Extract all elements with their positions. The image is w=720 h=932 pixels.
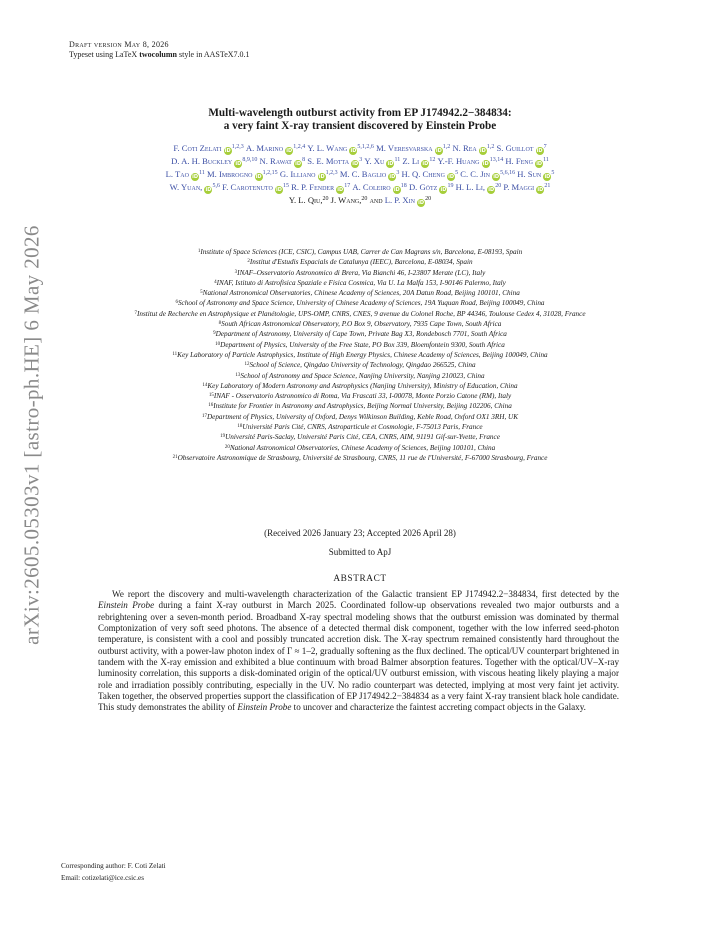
affiliation-entry	[58, 340, 662, 350]
author-name-text: S. Guillot	[496, 143, 534, 153]
affiliation-number: 12	[244, 362, 250, 368]
author-name: J. Wang,	[330, 195, 362, 205]
affiliation-entry	[58, 319, 662, 329]
orcid-icon[interactable]: iD	[393, 187, 400, 193]
author-name[interactable]	[452, 143, 494, 153]
affiliation-entry	[58, 401, 662, 411]
affiliation-marker: 20	[495, 183, 502, 189]
affiliation-text: South African Astronomical Observatory, P.O Box 9, Observatory, 7935 Cape Town, South Africa	[221, 320, 502, 329]
orcid-icon[interactable]: iD	[192, 174, 199, 180]
arxiv-id: arXiv:2605.05303v1 [astro-ph.HE] 6 May 2026	[19, 225, 44, 645]
author-name-text: H. Feng	[505, 156, 533, 166]
author-name[interactable]	[460, 169, 515, 179]
author-name-text: M. Imbrogno	[207, 169, 253, 179]
affiliation-marker: 5	[455, 170, 459, 176]
corresponding-author: Corresponding author: F. Coti Zelati	[61, 862, 166, 870]
paper-title: Multi-wavelength outburst activity from EP J174942.2−384834: a very faint X-ray transient discovered by Einstein Probe	[208, 107, 512, 132]
affiliation-text: Institute of Space Sciences (ICE, CSIC), Campus UAB, Carrer de Can Magrans s/n, Barcelona, E-08193, Spain	[200, 248, 523, 256]
page-header	[69, 40, 250, 60]
affiliation-number: 4	[214, 279, 217, 285]
author-name-text: A. Marino	[245, 143, 284, 153]
affiliation-marker: 13,14	[489, 157, 504, 163]
affiliation-text: National Astronomical Observatories, Chinese Academy of Sciences, Beijing 100101, China	[229, 443, 496, 452]
affiliation-text: Institut de Recherche en Astrophysique et Planétologie, UPS-OMP, CNRS, CNES, 9 avenue du Colonel Roche, BP 44346, Toulouse Cedex 4, 31028, France	[136, 309, 586, 318]
affiliation-number: 5	[200, 290, 203, 296]
author-name-text: M. C. Baglio	[339, 169, 387, 179]
orcid-icon[interactable]: iD	[318, 174, 325, 180]
orcid-icon[interactable]: iD	[387, 161, 394, 167]
author-name[interactable]	[409, 182, 454, 192]
author-name-text: C. C. Jin	[460, 169, 490, 179]
author-name[interactable]	[503, 182, 550, 192]
affiliation-entry	[58, 247, 662, 257]
author-name-text: D. Götz	[408, 182, 438, 192]
affiliation-number: 7	[134, 310, 137, 316]
orcid-icon[interactable]: iD	[418, 200, 425, 206]
affiliation-number: 6	[175, 300, 178, 306]
abstract-text: We report the discovery and multi-wavelength characterization of the Galactic transient EP J174942.2−384834, first detected by the Einstein Probe during a faint X-ray outburst in March 2025. Coordinated follow-up observations revealed two major outbursts and a rebrightening over a seven-month period. Broadband X-ray spectral modeling shows that the outburst emission was dominated by thermal Comptonization of very soft seed photons. The absence of a detected thermal disk component, together with the low inferred seed-photon temperature, is consistent with a cool and possibly truncated accretion disk. The X-ray spectrum remained consistently hard throughout the outburst activity, with a power-law photon index of Γ ≈ 1–2, gradually softening as the flux declined. The optical/UV counterpart brightened in tandem with the X-ray emission and exhibited a blue continuum with broad Balmer absorption features. Together with the optical/UV–X-ray luminosity correlation, this supports a disk-dominated origin of the optical/UV outburst emission, with viscous heating likely playing a major role and irradiation possibly contributing, especially in the UV. No radio counterpart was detected, implying at most very faint jet activity. Taken together, the observed properties support the classification of EP J174942.2−384834 as a very faint X-ray transient black hole candidate. This study demonstrates the ability of Einstein Probe to uncover and characterize the faintest accreting compact objects in the Galaxy.	[98, 589, 619, 713]
affiliation-number: 2	[247, 259, 250, 265]
author-name[interactable]	[173, 143, 243, 153]
affiliation-marker: 5,1,2,6	[357, 144, 374, 150]
author-name[interactable]	[170, 182, 220, 192]
author-name: Y. L. Qiu,	[288, 195, 323, 205]
orcid-icon[interactable]: iD	[235, 161, 242, 167]
affiliation-marker: 5	[551, 170, 555, 176]
affiliation-number: 17	[201, 413, 207, 419]
affiliation-text: Institut d'Estudis Espacials de Catalunya (IEEC), Barcelona, E-08034, Spain	[249, 258, 473, 267]
orcid-icon[interactable]: iD	[488, 187, 495, 193]
author-name[interactable]	[207, 169, 278, 179]
author-name[interactable]	[402, 156, 435, 166]
affiliation-marker: 3	[359, 157, 363, 163]
author-name[interactable]	[456, 182, 502, 192]
orcid-icon[interactable]: iD	[295, 161, 302, 167]
affiliation-number: 10	[215, 341, 221, 347]
author-name[interactable]	[307, 156, 362, 166]
orcid-icon[interactable]: iD	[350, 148, 357, 154]
author-name-text: S. E. Motta	[307, 156, 350, 166]
affiliation-entry	[58, 268, 662, 278]
author-name-text: H. Q. Cheng	[401, 169, 445, 179]
orcid-icon[interactable]: iD	[389, 174, 396, 180]
orcid-icon[interactable]: iD	[448, 174, 455, 180]
author-name-text: F. Coti Zelati	[173, 143, 222, 153]
orcid-icon[interactable]: iD	[493, 174, 500, 180]
affiliation-entry	[58, 412, 662, 422]
typeset-note: Typeset using LaTeX twocolumn style in AASTeX7.0.1	[69, 50, 250, 59]
orcid-icon[interactable]: iD	[536, 161, 543, 167]
author-name[interactable]	[260, 156, 306, 166]
affiliation-marker: 1,2	[486, 144, 495, 150]
author-name[interactable]	[517, 169, 554, 179]
author-name: L. P. Xin	[384, 195, 415, 205]
orcid-icon[interactable]: iD	[337, 187, 344, 193]
orcid-icon[interactable]: iD	[352, 161, 359, 167]
affiliation-marker: 8,9,10	[242, 157, 258, 163]
affiliation-marker: 1,2	[442, 144, 451, 150]
affiliation-marker: 5,6,16	[500, 170, 516, 176]
orcid-icon[interactable]: iD	[440, 187, 447, 193]
abstract-heading: ABSTRACT	[333, 574, 387, 584]
affiliation-entry	[58, 257, 662, 267]
author-name[interactable]	[291, 182, 350, 192]
affiliation-marker: 1,2,3	[325, 170, 338, 176]
author-email: Email: cotizelati@ice.csic.es	[61, 874, 145, 882]
author-name-text: H. Sun	[517, 169, 542, 179]
affiliation-text: Université Paris-Saclay, Université Paris Cité, CEA, CNRS, AIM, 91191 Gif-sur-Yvette, France	[225, 433, 500, 442]
affiliation-text: School of Science, Qingdao University of Technology, Qingdao 266525, China	[249, 361, 476, 370]
author-name[interactable]	[437, 156, 503, 166]
author-name-text: F. Carotenuto	[222, 182, 273, 192]
affiliation-text: INAF - Osservatorio Astronomico di Roma, Via Frascati 33, I-00078, Monte Porzio Catone (RM), Italy	[213, 392, 512, 401]
affiliation-marker: 18	[400, 183, 407, 189]
author-name: and	[369, 195, 383, 205]
affiliation-number: 16	[208, 403, 214, 409]
affiliation-marker: 11	[543, 157, 549, 163]
affiliation-marker: 19	[447, 183, 454, 189]
affiliation-number: 13	[235, 372, 241, 378]
orcid-icon[interactable]: iD	[479, 148, 486, 154]
orcid-icon[interactable]: iD	[544, 174, 551, 180]
affiliation-marker: 17	[344, 183, 351, 189]
author-name[interactable]	[171, 156, 257, 166]
author-name-text: G. Illiano	[279, 169, 316, 179]
affiliation-entry	[58, 432, 662, 442]
author-name-text: Z. Li	[402, 156, 420, 166]
affiliation-number: 9	[213, 331, 216, 337]
author-name-text: L. Tao	[165, 169, 189, 179]
author-name-text: D. A. H. Buckley	[171, 156, 233, 166]
affiliation-marker: 7	[543, 144, 547, 150]
author-name-text: N. Rawat	[259, 156, 292, 166]
affiliation-entry	[58, 350, 662, 360]
affiliation-marker: 5,6	[212, 183, 220, 189]
orcid-icon[interactable]: iD	[482, 161, 489, 167]
affiliation-entry	[58, 329, 662, 339]
affiliation-marker: 20	[322, 196, 329, 202]
affiliation-text: INAF–Osservatorio Astronomico di Brera, Via Bianchi 46, I-23807 Merate (LC), Italy	[237, 268, 486, 277]
author-name-text: M. Veresvarska	[376, 143, 433, 153]
affiliation-entry	[58, 422, 662, 432]
orcid-icon[interactable]: iD	[286, 148, 293, 154]
latex-logo: LaTeX	[115, 50, 138, 59]
affiliation-text: Université Paris Cité, CNRS, Astroparticule et Cosmologie, F-75013 Paris, France	[242, 423, 483, 432]
affiliation-text: School of Astronomy and Space Science, University of Chinese Academy of Sciences, 19A Yuquan Road, Beijing 100049, China	[177, 299, 545, 308]
affiliation-number: 3	[234, 269, 238, 275]
orcid-icon[interactable]: iD	[276, 187, 282, 193]
affiliation-marker: 3	[396, 170, 400, 176]
affiliation-number: 11	[172, 351, 178, 357]
affiliation-text: Institute for Frontier in Astronomy and Astrophysics, Beijing Normal University, Beijing 102206, China	[213, 402, 512, 411]
affiliation-entry	[58, 298, 662, 308]
affiliation-marker: 20	[425, 196, 432, 202]
affiliation-list	[58, 247, 662, 463]
affiliation-text: Key Laboratory of Modern Astronomy and Astrophysics (Nanjing University), Ministry of Education, China	[207, 381, 518, 390]
received-dates: (Received 2026 January 23; Accepted 2026 April 28)	[264, 528, 456, 538]
affiliation-number: 1	[197, 249, 201, 254]
affiliation-number: 20	[224, 444, 230, 450]
author-name-text: A. Coleiro	[352, 182, 391, 192]
affiliation-text: Observatoire Astronomique de Strasbourg, Université de Strasbourg, CNRS, 11 rue de l'Université, F-67000 Strasbourg, France	[177, 453, 548, 462]
author-name[interactable]	[352, 182, 406, 192]
affiliation-number: 21	[172, 454, 178, 460]
author-name[interactable]	[222, 182, 289, 192]
author-name-text: H. L. Li,	[455, 182, 486, 192]
author-name[interactable]	[402, 169, 459, 179]
orcid-icon[interactable]: iD	[537, 187, 544, 193]
author-name[interactable]	[505, 156, 549, 166]
author-list	[58, 142, 662, 207]
affiliation-entry	[58, 381, 662, 391]
affiliation-entry	[58, 360, 662, 370]
affiliation-entry	[58, 371, 662, 381]
author-name[interactable]	[497, 143, 547, 153]
author-name-text: P. Maggi	[503, 182, 535, 192]
author-name-text: N. Rea	[452, 143, 477, 153]
affiliation-marker: 8	[302, 157, 306, 163]
affiliation-number: 19	[220, 434, 226, 440]
author-name-text: W. Yuan,	[169, 182, 203, 192]
author-name-text: Y. Xu	[364, 156, 385, 166]
affiliation-text: Department of Physics, University of the Free State, PO Box 339, Bloemfontein 9300, South Africa	[220, 340, 505, 349]
affiliation-marker: 12	[429, 157, 436, 163]
author-name-text: Y. L. Wang	[307, 143, 348, 153]
author-name[interactable]	[376, 143, 450, 153]
affiliation-marker: 1,2,15	[262, 170, 278, 176]
orcid-icon[interactable]: iD	[435, 148, 442, 154]
author-name[interactable]	[307, 143, 374, 153]
author-name[interactable]	[364, 156, 400, 166]
affiliation-marker: 20	[361, 196, 368, 202]
affiliation-text: Department of Physics, University of Oxford, Denys Wilkinson Building, Keble Road, Oxford OX1 3RH, UK	[206, 412, 519, 421]
footnote	[61, 860, 166, 884]
affiliation-entry	[58, 309, 662, 319]
affiliation-text: School of Astronomy and Space Science, Nanjing University, Nanjing 210023, China	[240, 371, 485, 380]
affiliation-entry	[58, 391, 662, 401]
affiliation-number: 8	[218, 321, 222, 327]
affiliation-text: National Astronomical Observatories, Chinese Academy of Sciences, 20A Datun Road, Beijing 100101, China	[202, 289, 520, 298]
affiliation-number: 14	[202, 382, 208, 388]
affiliation-marker: 21	[544, 183, 551, 189]
affiliation-text: INAF, Istituto di Astrofisica Spaziale e Fisica Cosmica, Via U. La Malfa 153, I-90146 Palermo, Italy	[216, 278, 506, 287]
affiliation-entry	[58, 443, 662, 453]
affiliation-entry	[58, 278, 662, 288]
orcid-icon[interactable]: iD	[255, 174, 262, 180]
affiliation-marker: 11	[199, 170, 205, 176]
affiliation-text: Department of Astronomy, University of Cape Town, Private Bag X3, Rondebosch 7701, South Africa	[215, 330, 507, 339]
affiliation-number: 15	[208, 393, 214, 399]
affiliation-marker: 1,2,3	[231, 144, 244, 150]
affiliation-text: Key Laboratory of Particle Astrophysics, Institute of High Energy Physics, Chinese Academy of Sciences, Beijing 100049, China	[177, 350, 548, 359]
draft-version: Draft version May 8, 2026	[69, 40, 169, 49]
author-name-text: Y.-F. Huang	[437, 156, 480, 166]
affiliation-marker: 15	[282, 183, 289, 189]
affiliation-entry	[58, 453, 662, 463]
author-name[interactable]	[340, 169, 400, 179]
orcid-icon[interactable]: iD	[422, 161, 429, 167]
orcid-icon[interactable]: iD	[224, 148, 231, 154]
orcid-icon[interactable]: iD	[205, 187, 212, 193]
affiliation-marker: 1,2,4	[293, 144, 306, 150]
affiliation-number: 18	[237, 424, 243, 430]
affiliation-marker: 11	[394, 157, 401, 163]
submitted-to: Submitted to ApJ	[328, 547, 392, 557]
affiliation-entry	[58, 288, 662, 298]
author-name[interactable]	[246, 143, 305, 153]
author-name-text: R. P. Fender	[291, 182, 335, 192]
orcid-icon[interactable]: iD	[536, 148, 543, 154]
author-name[interactable]	[166, 169, 205, 179]
author-name[interactable]	[280, 169, 338, 179]
